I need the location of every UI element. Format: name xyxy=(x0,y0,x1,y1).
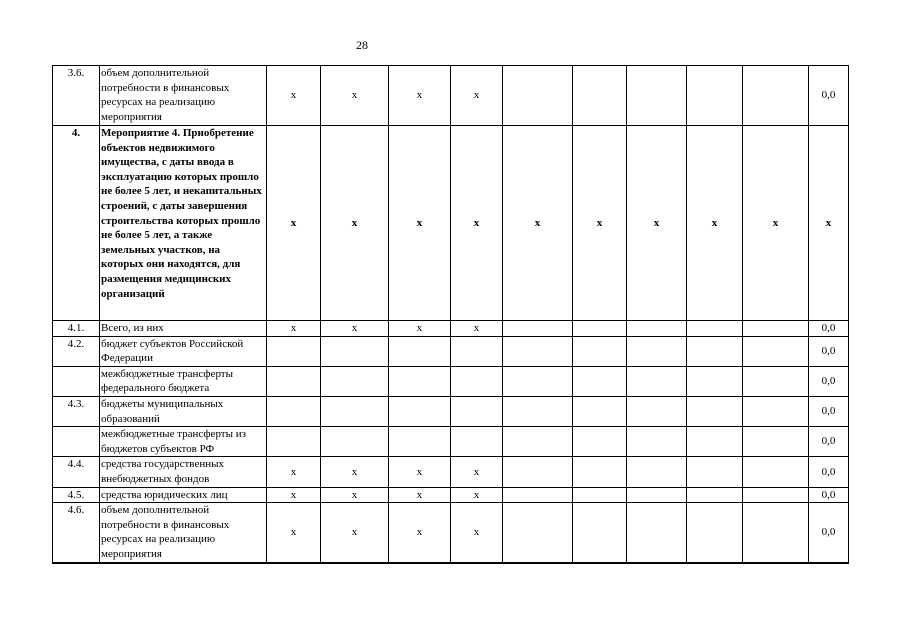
value-cell xyxy=(503,487,573,503)
value-cell xyxy=(389,396,451,426)
value-cell xyxy=(573,396,627,426)
row-number-cell xyxy=(53,366,100,396)
row-name-cell: средства юридических лиц xyxy=(100,487,267,503)
value-cell xyxy=(627,366,687,396)
value-cell xyxy=(451,336,503,366)
value-cell xyxy=(503,366,573,396)
value-cell: x xyxy=(809,126,849,321)
value-cell: x xyxy=(321,126,389,321)
value-cell xyxy=(573,503,627,563)
value-cell xyxy=(687,66,743,126)
value-cell: x xyxy=(389,126,451,321)
value-cell: 0,0 xyxy=(809,427,849,457)
table-row xyxy=(53,321,849,337)
value-cell xyxy=(267,366,321,396)
value-cell: x xyxy=(321,457,389,487)
table-row xyxy=(53,366,849,396)
value-cell: x xyxy=(451,503,503,563)
row-number-cell: 4.6. xyxy=(53,503,100,563)
value-cell xyxy=(627,336,687,366)
value-cell: x xyxy=(267,487,321,503)
value-cell xyxy=(389,427,451,457)
value-cell xyxy=(503,503,573,563)
row-number-cell xyxy=(53,427,100,457)
value-cell: x xyxy=(321,66,389,126)
value-cell: x xyxy=(267,126,321,321)
value-cell: x xyxy=(389,66,451,126)
table-row xyxy=(53,457,849,487)
value-cell xyxy=(743,66,809,126)
row-number-cell: 4. xyxy=(53,126,100,321)
value-cell: 0,0 xyxy=(809,396,849,426)
value-cell: 0,0 xyxy=(809,503,849,563)
value-cell xyxy=(267,336,321,366)
value-cell: x xyxy=(267,66,321,126)
value-cell xyxy=(687,427,743,457)
row-name-cell: средства государственных внебюджетных фондов xyxy=(100,457,267,487)
value-cell xyxy=(389,366,451,396)
table-row xyxy=(53,503,849,563)
value-cell xyxy=(503,396,573,426)
value-cell xyxy=(743,487,809,503)
row-name-cell: бюджет субъектов Российской Федерации xyxy=(100,336,267,366)
row-name-cell: межбюджетные трансферты из бюджетов субъектов РФ xyxy=(100,427,267,457)
table-row xyxy=(53,336,849,366)
value-cell xyxy=(321,427,389,457)
value-cell: 0,0 xyxy=(809,457,849,487)
value-cell xyxy=(573,336,627,366)
value-cell xyxy=(573,66,627,126)
value-cell xyxy=(503,457,573,487)
value-cell: x xyxy=(321,503,389,563)
value-cell xyxy=(743,396,809,426)
value-cell xyxy=(627,487,687,503)
value-cell: x xyxy=(451,457,503,487)
table-row xyxy=(53,487,849,503)
page-number: 28 xyxy=(356,38,368,52)
value-cell xyxy=(573,457,627,487)
value-cell xyxy=(389,336,451,366)
value-cell: x xyxy=(451,487,503,503)
table-row xyxy=(53,396,849,426)
row-number-cell: 3.6. xyxy=(53,66,100,126)
value-cell xyxy=(451,427,503,457)
value-cell: x xyxy=(451,321,503,337)
row-number-cell: 4.2. xyxy=(53,336,100,366)
value-cell xyxy=(687,396,743,426)
value-cell: x xyxy=(743,126,809,321)
value-cell: x xyxy=(627,126,687,321)
row-name-cell: Всего, из них xyxy=(100,321,267,337)
value-cell xyxy=(321,336,389,366)
value-cell xyxy=(267,396,321,426)
table-row xyxy=(53,427,849,457)
value-cell xyxy=(687,503,743,563)
row-name-cell: межбюджетные трансферты федерального бюджета xyxy=(100,366,267,396)
value-cell xyxy=(503,336,573,366)
value-cell xyxy=(687,321,743,337)
value-cell xyxy=(503,427,573,457)
value-cell xyxy=(503,321,573,337)
value-cell xyxy=(503,66,573,126)
row-name-cell: бюджеты муниципальных образований xyxy=(100,396,267,426)
value-cell xyxy=(627,321,687,337)
value-cell xyxy=(627,66,687,126)
value-cell: 0,0 xyxy=(809,336,849,366)
value-cell xyxy=(743,336,809,366)
value-cell: x xyxy=(321,321,389,337)
value-cell: x xyxy=(503,126,573,321)
value-cell xyxy=(573,427,627,457)
row-number-cell: 4.1. xyxy=(53,321,100,337)
value-cell xyxy=(321,366,389,396)
value-cell xyxy=(573,366,627,396)
table-row xyxy=(53,66,849,126)
value-cell: x xyxy=(267,457,321,487)
value-cell: x xyxy=(389,487,451,503)
row-number-cell: 4.3. xyxy=(53,396,100,426)
value-cell: x xyxy=(389,457,451,487)
value-cell: x xyxy=(267,321,321,337)
value-cell xyxy=(627,503,687,563)
value-cell xyxy=(573,487,627,503)
value-cell: x xyxy=(267,503,321,563)
value-cell xyxy=(451,366,503,396)
value-cell xyxy=(687,457,743,487)
value-cell: x xyxy=(451,66,503,126)
value-cell xyxy=(743,503,809,563)
row-name-cell: Мероприятие 4. Приобретение объектов недвижимого имущества, с даты ввода в эксплуатацию которых прошло не более 5 лет, и некапитальных строений, с даты завершения строительства которых прошло не более 5 лет, а также земельных участков, на которых они находятся, для размещения медицинских организаций xyxy=(100,126,267,321)
value-cell: x xyxy=(321,487,389,503)
value-cell xyxy=(743,427,809,457)
table-row xyxy=(53,126,849,321)
value-cell: x xyxy=(389,503,451,563)
value-cell xyxy=(743,366,809,396)
value-cell: 0,0 xyxy=(809,321,849,337)
row-name-cell: объем дополнительной потребности в финансовых ресурсах на реализацию мероприятия xyxy=(100,66,267,126)
value-cell xyxy=(627,457,687,487)
row-number-cell: 4.4. xyxy=(53,457,100,487)
value-cell xyxy=(687,336,743,366)
value-cell xyxy=(321,396,389,426)
row-name-cell: объем дополнительной потребности в финансовых ресурсах на реализацию мероприятия xyxy=(100,503,267,563)
value-cell: x xyxy=(389,321,451,337)
budget-table xyxy=(52,65,849,564)
value-cell: 0,0 xyxy=(809,487,849,503)
value-cell xyxy=(627,427,687,457)
value-cell xyxy=(687,487,743,503)
value-cell xyxy=(627,396,687,426)
value-cell: x xyxy=(573,126,627,321)
value-cell xyxy=(687,366,743,396)
row-number-cell: 4.5. xyxy=(53,487,100,503)
value-cell xyxy=(743,321,809,337)
value-cell xyxy=(267,427,321,457)
value-cell xyxy=(451,396,503,426)
value-cell: 0,0 xyxy=(809,66,849,126)
value-cell: 0,0 xyxy=(809,366,849,396)
value-cell xyxy=(573,321,627,337)
value-cell: x xyxy=(451,126,503,321)
value-cell xyxy=(743,457,809,487)
value-cell: x xyxy=(687,126,743,321)
